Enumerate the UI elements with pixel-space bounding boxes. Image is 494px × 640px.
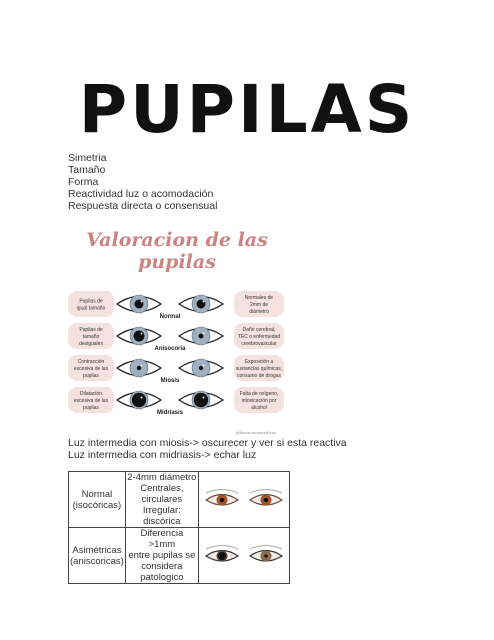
- row-label-left: Pupilas de: [79, 327, 103, 333]
- pupil-left-1: [134, 331, 145, 342]
- infographic-signature: @lasmemosmedicas: [235, 430, 277, 435]
- table-cell-image: [198, 472, 289, 528]
- criteria-item: Simetria: [68, 152, 107, 164]
- row-label-right: TEC o enfermedad: [237, 334, 281, 340]
- pupil-right-1: [199, 334, 204, 339]
- row-label-right: Falta de oxígeno,: [239, 391, 279, 397]
- row-label-right: 2mm de: [249, 302, 269, 308]
- row-label-left: tamaño: [82, 334, 100, 340]
- criteria-list: [68, 152, 217, 212]
- eye-right-2: [179, 359, 223, 377]
- note-line: Luz intermedia con midriasis-> echar luz: [68, 449, 257, 461]
- row-label-right: diámetro: [249, 309, 269, 315]
- eye-left-3: [117, 391, 161, 409]
- infographic-title: Valoracion de las: [86, 229, 268, 251]
- row-label-right: alcohol: [251, 405, 267, 411]
- row-label-left: Dilatación: [80, 391, 102, 397]
- row-label-right: intoxicación por: [241, 398, 277, 404]
- pupil-left-3: [132, 393, 146, 407]
- criteria-item: Tamaño: [68, 164, 106, 176]
- pupil-right-2: [199, 366, 203, 370]
- criteria-item: Reactividad luz o acomodación: [68, 188, 214, 200]
- notes: [68, 437, 347, 461]
- row-label-left: excesiva de las: [73, 398, 109, 404]
- criteria-item: Forma: [68, 176, 99, 188]
- note-line: Luz intermedia con miosis-> oscurecer y ver si esta reactiva: [68, 437, 347, 449]
- pupil-left-2: [137, 366, 141, 370]
- row-label-right: Normales de: [244, 295, 274, 301]
- row-label-left: pupilas: [83, 405, 99, 411]
- row-label-left: igual tamaño: [76, 305, 106, 312]
- row-label-left: pupilas: [83, 373, 99, 379]
- infographic-title-2: pupilas: [138, 251, 216, 273]
- eye-right-1: [179, 327, 223, 345]
- infographic-canvas: [64, 220, 290, 438]
- condition-name: Miosis: [160, 378, 180, 384]
- table-cell-image: [198, 528, 289, 584]
- eyes-normal-image: [200, 478, 288, 522]
- table-row: [69, 472, 290, 528]
- eye-right-3: [179, 391, 223, 409]
- table-cell-description: 2-4mm diámetro Centrales, circulares Irregular: discórica: [127, 472, 197, 527]
- table-cell-name: Asimétricas (aniscoricas): [69, 528, 126, 584]
- eyes-asymmetric-image: [200, 534, 288, 578]
- eye-left-0: [117, 295, 161, 313]
- row-label-right: Daño cerebral,: [242, 327, 276, 333]
- table-cell-description: Diferencia >1mm entre pupilas se considera patologico: [125, 528, 198, 584]
- row-label-right: cerebrovascular: [241, 341, 277, 347]
- eye-right-0: [179, 295, 223, 313]
- table-cell-name: Normal (isocóricas): [69, 472, 126, 528]
- condition-name: Anisocoria: [154, 346, 186, 352]
- page-title: PUPILAS: [78, 71, 416, 148]
- row-label-left: excesiva de las: [73, 366, 109, 372]
- condition-name: Normal: [159, 314, 181, 320]
- condition-name: Midriasis: [156, 410, 184, 416]
- row-label-left: desiguales: [79, 341, 103, 347]
- pupil-right-3: [194, 393, 208, 407]
- pupil-comparison-table: [68, 471, 290, 584]
- criteria-item: Respuesta directa o consensual: [68, 200, 218, 212]
- eye-left-1: [117, 327, 161, 345]
- row-label-left: Contracción: [77, 359, 105, 365]
- row-label-right: sustancias químicas,: [235, 366, 283, 372]
- row-label-right: Exposición a: [244, 359, 274, 365]
- pupil-assessment-infographic: [64, 220, 290, 438]
- row-label-left: Pupilas de: [79, 298, 103, 305]
- eye-left-2: [117, 359, 161, 377]
- row-label-right: consumo de drogas: [237, 373, 281, 379]
- table-row: [69, 528, 290, 584]
